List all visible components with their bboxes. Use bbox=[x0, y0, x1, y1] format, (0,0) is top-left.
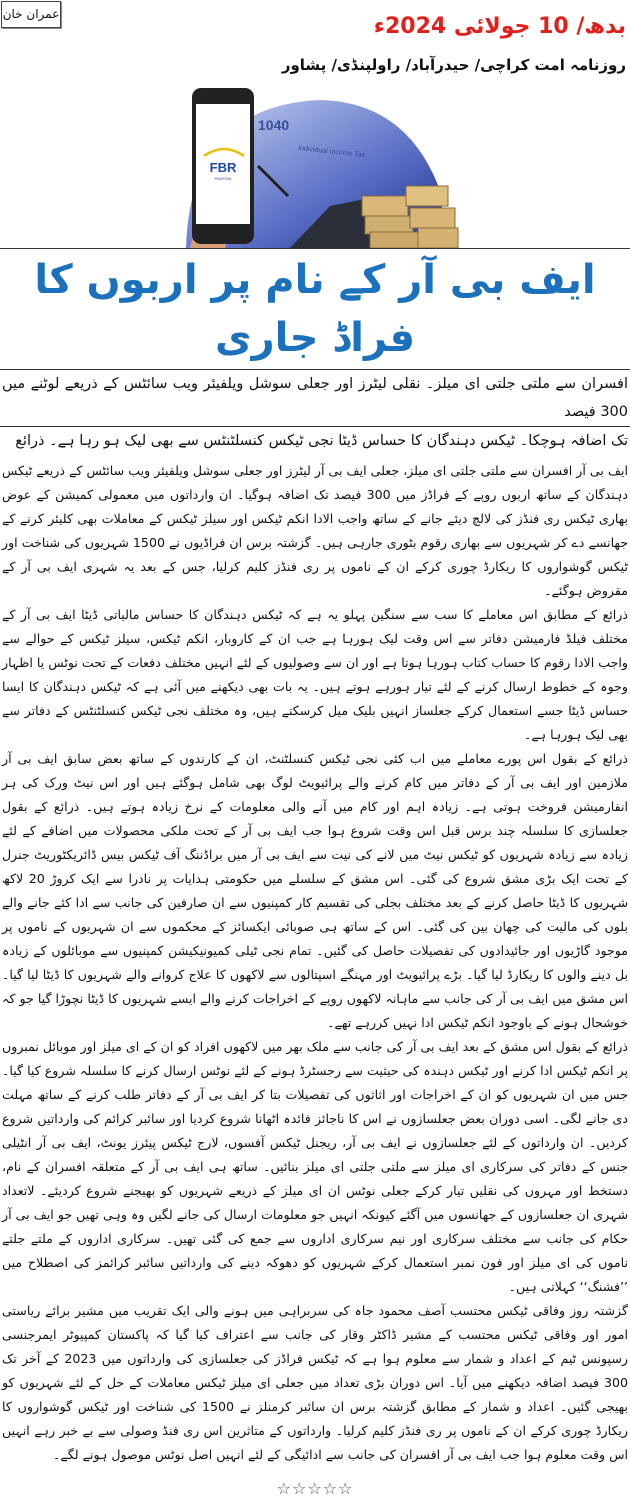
author-byline: عمران خان bbox=[1, 1, 61, 28]
paragraph: ایف بی آر افسران سے ملتی جلتی ای میلز، جعلی ایف بی آر لیٹرز اور جعلی سوشل ویلفیئر ویب سائٹس کے ذریعے ٹیکس دہندگان کے ساتھ اربوں روپے کے فراڈز میں 300 فیصد تک اضافہ ہوگیا۔ ان وارداتوں میں معمولی کمیشن کے عوض بھاری ٹیکس ری فنڈز کی لالچ دیئے جانے کے ساتھ واجب الادا انکم ٹیکس اور سیلز ٹیکس کے معاملات بھی کلیئر کرنے کے جھانسے دے کر شہریوں سے بھاری رقوم بٹوری جارہی ہیں۔ گزشتہ برس ان فراڈیوں نے 1500 شہریوں کی شناخت اور ٹیکس گوشواروں کا ریکارڈ چوری کرکے ان کے ناموں پر ری فنڈز کلیم کرلیا، جس کے بعد یہ شہری ایف بی آر کے مقروض ہوگئے۔ bbox=[2, 463, 628, 598]
paragraph: ذرائع کے بقول اس پورے معاملے میں اب کئی نجی ٹیکس کنسلٹنٹ، ان کے کارندوں کے ساتھ بعض سابق ایف بی آر ملازمین اور ایف بی آر کے دفاتر میں کام کرنے والے پرائیویٹ لوگ بھی شامل ہوگئے ہیں اور اس نیٹ ورک کی ہر انفارمیشن فروخت ہوتی ہے۔ زیادہ اہم اور کام میں آنے والی معلومات کے نرخ زیادہ ہوتے ہیں۔ ذرائع کے بقول جعلسازی کا سلسلہ چند برس قبل اس وقت شروع ہوا جب ایف بی آر کے تحت ملکی محصولات میں اضافے کے لئے زیادہ سے زیادہ شہریوں کو ٹیکس نیٹ میں لانے کی نیت سے ایف بی آر میں براڈننگ آف ٹیکس بیس ڈائریکٹوریٹ جنرل کے تحت ایک بڑی مشق شروع کی گئی۔ اس مشق کے سلسلے میں حکومتی ہدایات پر نادرا سے ایک کروڑ 20 لاکھ شہریوں کا ڈیٹا حاصل کرنے کے بعد مختلف بجلی کی تقسیم کار کمپنیوں سے ان صارفین کی جانب سے ادا کئے جانے والے بلوں کی مالیت کی چھان بین کی گئی۔ اس کے ساتھ ہی صوبائی ایکسائز کے محکموں سے ان شہریوں کے ناموں پر موجود گاڑیوں اور جائیدادوں کی تفصیلات حاصل کی گئیں۔ تمام نجی ٹیلی کمیونیکیشن کمپنیوں سے موبائلوں کے زیادہ بل دینے والوں کا ریکارڈ لیا گیا۔ بڑے پرائیویٹ اور مہنگے اسپتالوں سے لاکھوں کا علاج کروانے والے شہریوں کا ڈیٹا لیا گیا۔ اس مشق میں ایف بی آر کی جانب سے ماہانہ لاکھوں روپے کے اخراجات کرنے والے ایسے شہریوں کا ڈیٹا نچوڑا گیا جو کہ خوشحال ہونے کے باوجود انکم ٹیکس ادا نہیں کررہے تھے۔ bbox=[2, 751, 628, 1030]
article-body bbox=[2, 459, 628, 1467]
publication-date: بدھ/ 10 جولائی 2024ء bbox=[373, 14, 626, 39]
paragraph: ذرائع کے مطابق اس معاملے کا سب سے سنگین پہلو یہ ہے کہ ٹیکس دہندگان کا حساس مالیاتی ڈیٹا ایف بی آر کے مختلف فیلڈ فارمیشن دفاتر سے اس وقت لیک ہورہا ہے جب ان کے کاروبار، انکم ٹیکس، سیلز ٹیکس کے حوالے سے واجب الادا رقوم کا حساب کتاب ہورہا ہوتا ہے اور ان سے وصولیوں کے لئے انہیں مختلف دفعات کے تحت نوٹس یا اظہار وجوہ کے خطوط ارسال کرنے کے لئے تیار ہورہے ہوتے ہیں۔ یہ بات بھی دیکھنے میں آئی ہے کہ ٹیکس دہندگان کا ایسا حساس ڈیٹا جسے استعمال کرکے جعلساز انہیں بلیک میل کرسکتے ہیں، وہ مختلف نجی ٹیکس کنسلٹنٹس کے دفاتر سے بھی لیک ہورہا ہے۔ bbox=[2, 607, 628, 742]
form-caption: Individual Income Tax bbox=[297, 145, 366, 160]
fbr-logo-sub: PAKISTAN bbox=[214, 177, 232, 181]
paragraph: ذرائع کے بقول اس مشق کے بعد ایف بی آر کی جانب سے ملک بھر میں لاکھوں افراد کو ان کے ای میلز اور موبائل نمبروں پر انکم ٹیکس ادا کرنے اور ٹیکس دہندہ کی حیثیت سے رجسٹرڈ ہونے کے لئے نوٹس ارسال کرنے کا سلسلہ شروع کیا گیا۔ جس میں ان شہریوں کو ان کے اخراجات اور اثاثوں کی تفصیلات بتا کر ایف بی آر کے دفاتر طلب کرنے کے ساتھ مہلت دی جانے لگی۔ اسی دوران بعض جعلسازوں نے اس کا ناجائز فائدہ اٹھانا شروع کردیا اور سائبر کرائم کی وارداتیں شروع کردیں۔ ان وارداتوں کے لئے جعلسازوں نے ایف بی آر، ریجنل ٹیکس آفسوں، لارج ٹیکس پیئرز یونٹ، ایف بی آر انٹیلی جنس کے دفاتر کی سرکاری ای میلز سے ملتی جلتی ای میلز بنائیں۔ ساتھ ہی ایف بی آر کے متعلقہ افسران کے نام، دستخط اور مہروں کی نقلیں تیار کرکے جعلی نوٹس ان ای میلز کے ذریعے شہریوں کو بھیجنے شروع کردیئے۔ لاتعداد شہری ان جعلسازوں کے جھانسوں میں آگئے کیونکہ انہیں جو معلومات ارسال کی جانے لگیں وہ وہی تھیں جو ایف بی آر حکام کی جانب سے مختلف سرکاری اور نیم سرکاری اداروں سے جمع کی گئی تھیں۔ سرکاری اداروں کے ملتے جلتے ناموں کی ای میلز اور فون نمبر استعمال کرکے شہریوں کو دھوکہ دینے کی وارداتیں سائبر کرائمز کی اصطلاح میں ’’فشنگ‘‘ کہلاتی ہیں۔ bbox=[2, 1039, 628, 1294]
masthead-area bbox=[0, 0, 630, 248]
subheading-line: تک اضافہ ہوچکا۔ ٹیکس دہندگان کا حساس ڈیٹا نجی ٹیکس کنسلٹنٹس سے بھی لیک ہو رہا ہے۔ ذرائع bbox=[15, 433, 628, 449]
form-number: 1040 bbox=[258, 117, 290, 133]
subheading-line: افسران سے ملتی جلتی ای میلز۔ نقلی لیٹرز اور جعلی سوشل ویلفیئر ویب سائٹس کے ذریعے لوٹنے میں 300 فیصد bbox=[2, 376, 628, 420]
fbr-logo: FBR bbox=[209, 160, 237, 175]
newspaper-name: روزنامہ امت کراچی/ حیدرآباد/ راولپنڈی/ پشاور bbox=[281, 56, 626, 74]
headline: ایف بی آر کے نام پر اربوں کا فراڈ جاری bbox=[34, 257, 596, 361]
fbr-illustration bbox=[180, 86, 480, 248]
end-mark-stars: ☆☆☆☆☆ bbox=[276, 1479, 354, 1498]
paragraph: گزشتہ روز وفاقی ٹیکس محتسب آصف محمود جاہ کی سربراہی میں ہونے والی ایک تقریب میں مشیر برائے ریاستی امور اور وفاقی ٹیکس محتسب کے مشیر ڈاکٹر وقار کی جانب سے اعتراف کیا گیا کہ پاکستان کمپیوٹر ایمرجنسی رسپونس ٹیم کے اعداد و شمار سے معلوم ہوا ہے کہ ٹیکس فراڈز کی جعلسازی کی وارداتوں میں 2023 کے آخر تک 300 فیصد اضافہ دیکھنے میں آیا۔ اس دوران بڑی تعداد میں جعلی ای میلز ٹیکس معاملات کے حل کے لئے شہریوں کو بھیجی گئیں۔ اعداد و شمار کے مطابق گزشتہ برس ان سائبر کرمنلز نے 1500 کی شناخت اور ٹیکس گوشواروں کا ریکارڈ چوری کرکے ان کے ناموں پر ری فنڈز کلیم کرلیا۔ وارداتوں کے متاثرین اس ری فنڈ وصولی سے بے خبر رہے انہیں اس وقت معلوم ہوا جب ایف بی آر افسران کی جانب سے ادائیگی کے لئے انہیں اصل نوٹس موصول ہونے لگے۔ bbox=[2, 1303, 628, 1462]
